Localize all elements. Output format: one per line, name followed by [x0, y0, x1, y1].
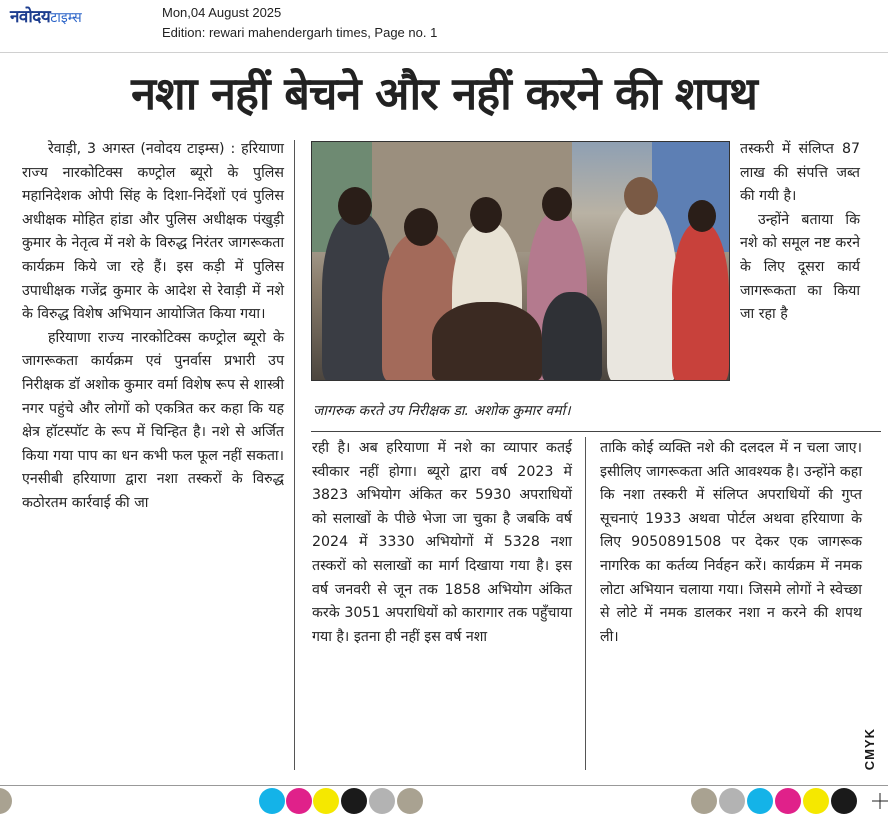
print-marks-divider — [0, 785, 888, 786]
article-column-2 — [312, 437, 572, 649]
photo-caption: जागरुक करते उप निरीक्षक डा. अशोक कुमार वर्मा। — [313, 403, 571, 419]
column-2-text: रही है। अब हरियाणा में नशे का व्यापार कतई स्वीकार नहीं होगा। ब्यूरो द्वारा वर्ष 2023 में 3823 अभियोग अंकित कर 5930 अपराधियों को सलाखों के पीछे भेजा जा चुका है जबकि वर्ष 2024 में 3330 अभियोगों में 5328 नशा तस्करों को सलाखों का मार्ग दिखाया गया है। इस वर्ष जनवरी से जून तक 1858 अभियोग अंकित करके 3051 अपराधियों को कारागार तक पहुँचाया गया है। इतना ही नहीं इस वर्ष नशा — [312, 440, 572, 645]
cmyk-label — [862, 728, 877, 770]
registration-dot-olive — [397, 788, 423, 814]
registration-dot-gray — [719, 788, 745, 814]
article-column-3-bottom — [600, 437, 862, 649]
column-3-top-paragraph-2: उन्होंने बताया कि नशे को समूल नष्ट करने के लिए दूसरा कार्य जागरूकता का किया जा रहा है — [740, 211, 860, 323]
column-1-paragraph-1: रेवाड़ी, 3 अगस्त (नवोदय टाइम्स) : हरियाणा राज्य नारकोटिक्स कण्ट्रोल ब्यूरो के पुलिस महानिदेशक ओपी सिंह के दिशा-निर्देशों एवं पुलिस अधीक्षक मोहित हांडा और पुलिस अधीक्षक पंखुड़ी कुमार के नेतृत्व में नशे के विरुद्ध निरंतर जागरूकता कार्यक्रम किये जा रहे हैं। इस कड़ी में पुलिस उपाधीक्षक गजेंद्र कुमार के आदेश से रेवाड़ी में नशे के विरुद्ध विशेष अभियान आयोजित किया गया। — [22, 141, 284, 323]
column-divider-2 — [585, 437, 586, 770]
registration-dot-magenta — [286, 788, 312, 814]
registration-dot-magenta — [775, 788, 801, 814]
column-divider-1 — [294, 140, 295, 770]
newspaper-logo — [10, 4, 140, 36]
edition-info: Edition: rewari mahendergarh times, Page no. 1 — [162, 25, 438, 40]
cmyk-text: CMYK — [862, 728, 877, 771]
registration-dot-cyan — [259, 788, 285, 814]
article-headline: नशा नहीं बेचने और नहीं करने की शपथ — [131, 67, 757, 120]
registration-dot-black — [831, 788, 857, 814]
article-column-1 — [22, 138, 284, 516]
registration-dot-cyan — [747, 788, 773, 814]
registration-dot-black — [341, 788, 367, 814]
registration-dot-olive — [691, 788, 717, 814]
column-3-top-paragraph-1: तस्करी में संलिप्त 87 लाख की संपत्ति जब्त की गयी है। — [740, 141, 860, 205]
news-photo — [311, 141, 730, 381]
registration-dot-yellow — [313, 788, 339, 814]
caption-divider — [311, 431, 881, 432]
article-column-3-top — [740, 138, 860, 327]
registration-dot-yellow — [803, 788, 829, 814]
column-1-paragraph-2: हरियाणा राज्य नारकोटिक्स कण्ट्रोल ब्यूरो के जागरूकता कार्यक्रम एवं पुनर्वास प्रभारी उप निरीक्षक डॉ अशोक कुमार वर्मा विशेष रूप से शास्त्री नगर पहुंचे और लोगों को एकत्रित कर कहा कि यह क्षेत्र हॉटस्पॉट के रूप में चिन्हित है। नशे से अर्जित किया गया पाप का धन कभी फल फूल नहीं सकता। एनसीबी हरियाणा द्वारा नशा तस्करों के विरुद्ध कठोरतम कार्रवाई की जा — [22, 329, 284, 511]
logo-sub-text: टाइम्स — [50, 10, 82, 26]
registration-dot-olive — [0, 788, 12, 814]
registration-crosshair-icon — [872, 793, 888, 809]
registration-dot-gray — [369, 788, 395, 814]
logo-main-text: नवोदय — [10, 7, 51, 27]
column-3-bottom-text: ताकि कोई व्यक्ति नशे की दलदल में न चला जाए। इसीलिए जागरूकता अति आवश्यक है। उन्होंने कहा कि नशा तस्करी में संलिप्त अपराधियों की गुप्त सूचनाएं 1933 अथवा पोर्टल अथवा हरियाणा के लिए 9050891508 पर देकर एक जागरूक नागरिक का कर्तव्य निर्वहन करें। कार्यक्रम में नमक लोटा अभियान चलाया गया। जिसमे लोगों ने स्वेच्छा से लोटे में नमक डालकर नशा न करने की शपथ ली। — [600, 440, 862, 645]
masthead-divider — [0, 52, 888, 53]
issue-date: Mon,04 August 2025 — [162, 5, 282, 20]
